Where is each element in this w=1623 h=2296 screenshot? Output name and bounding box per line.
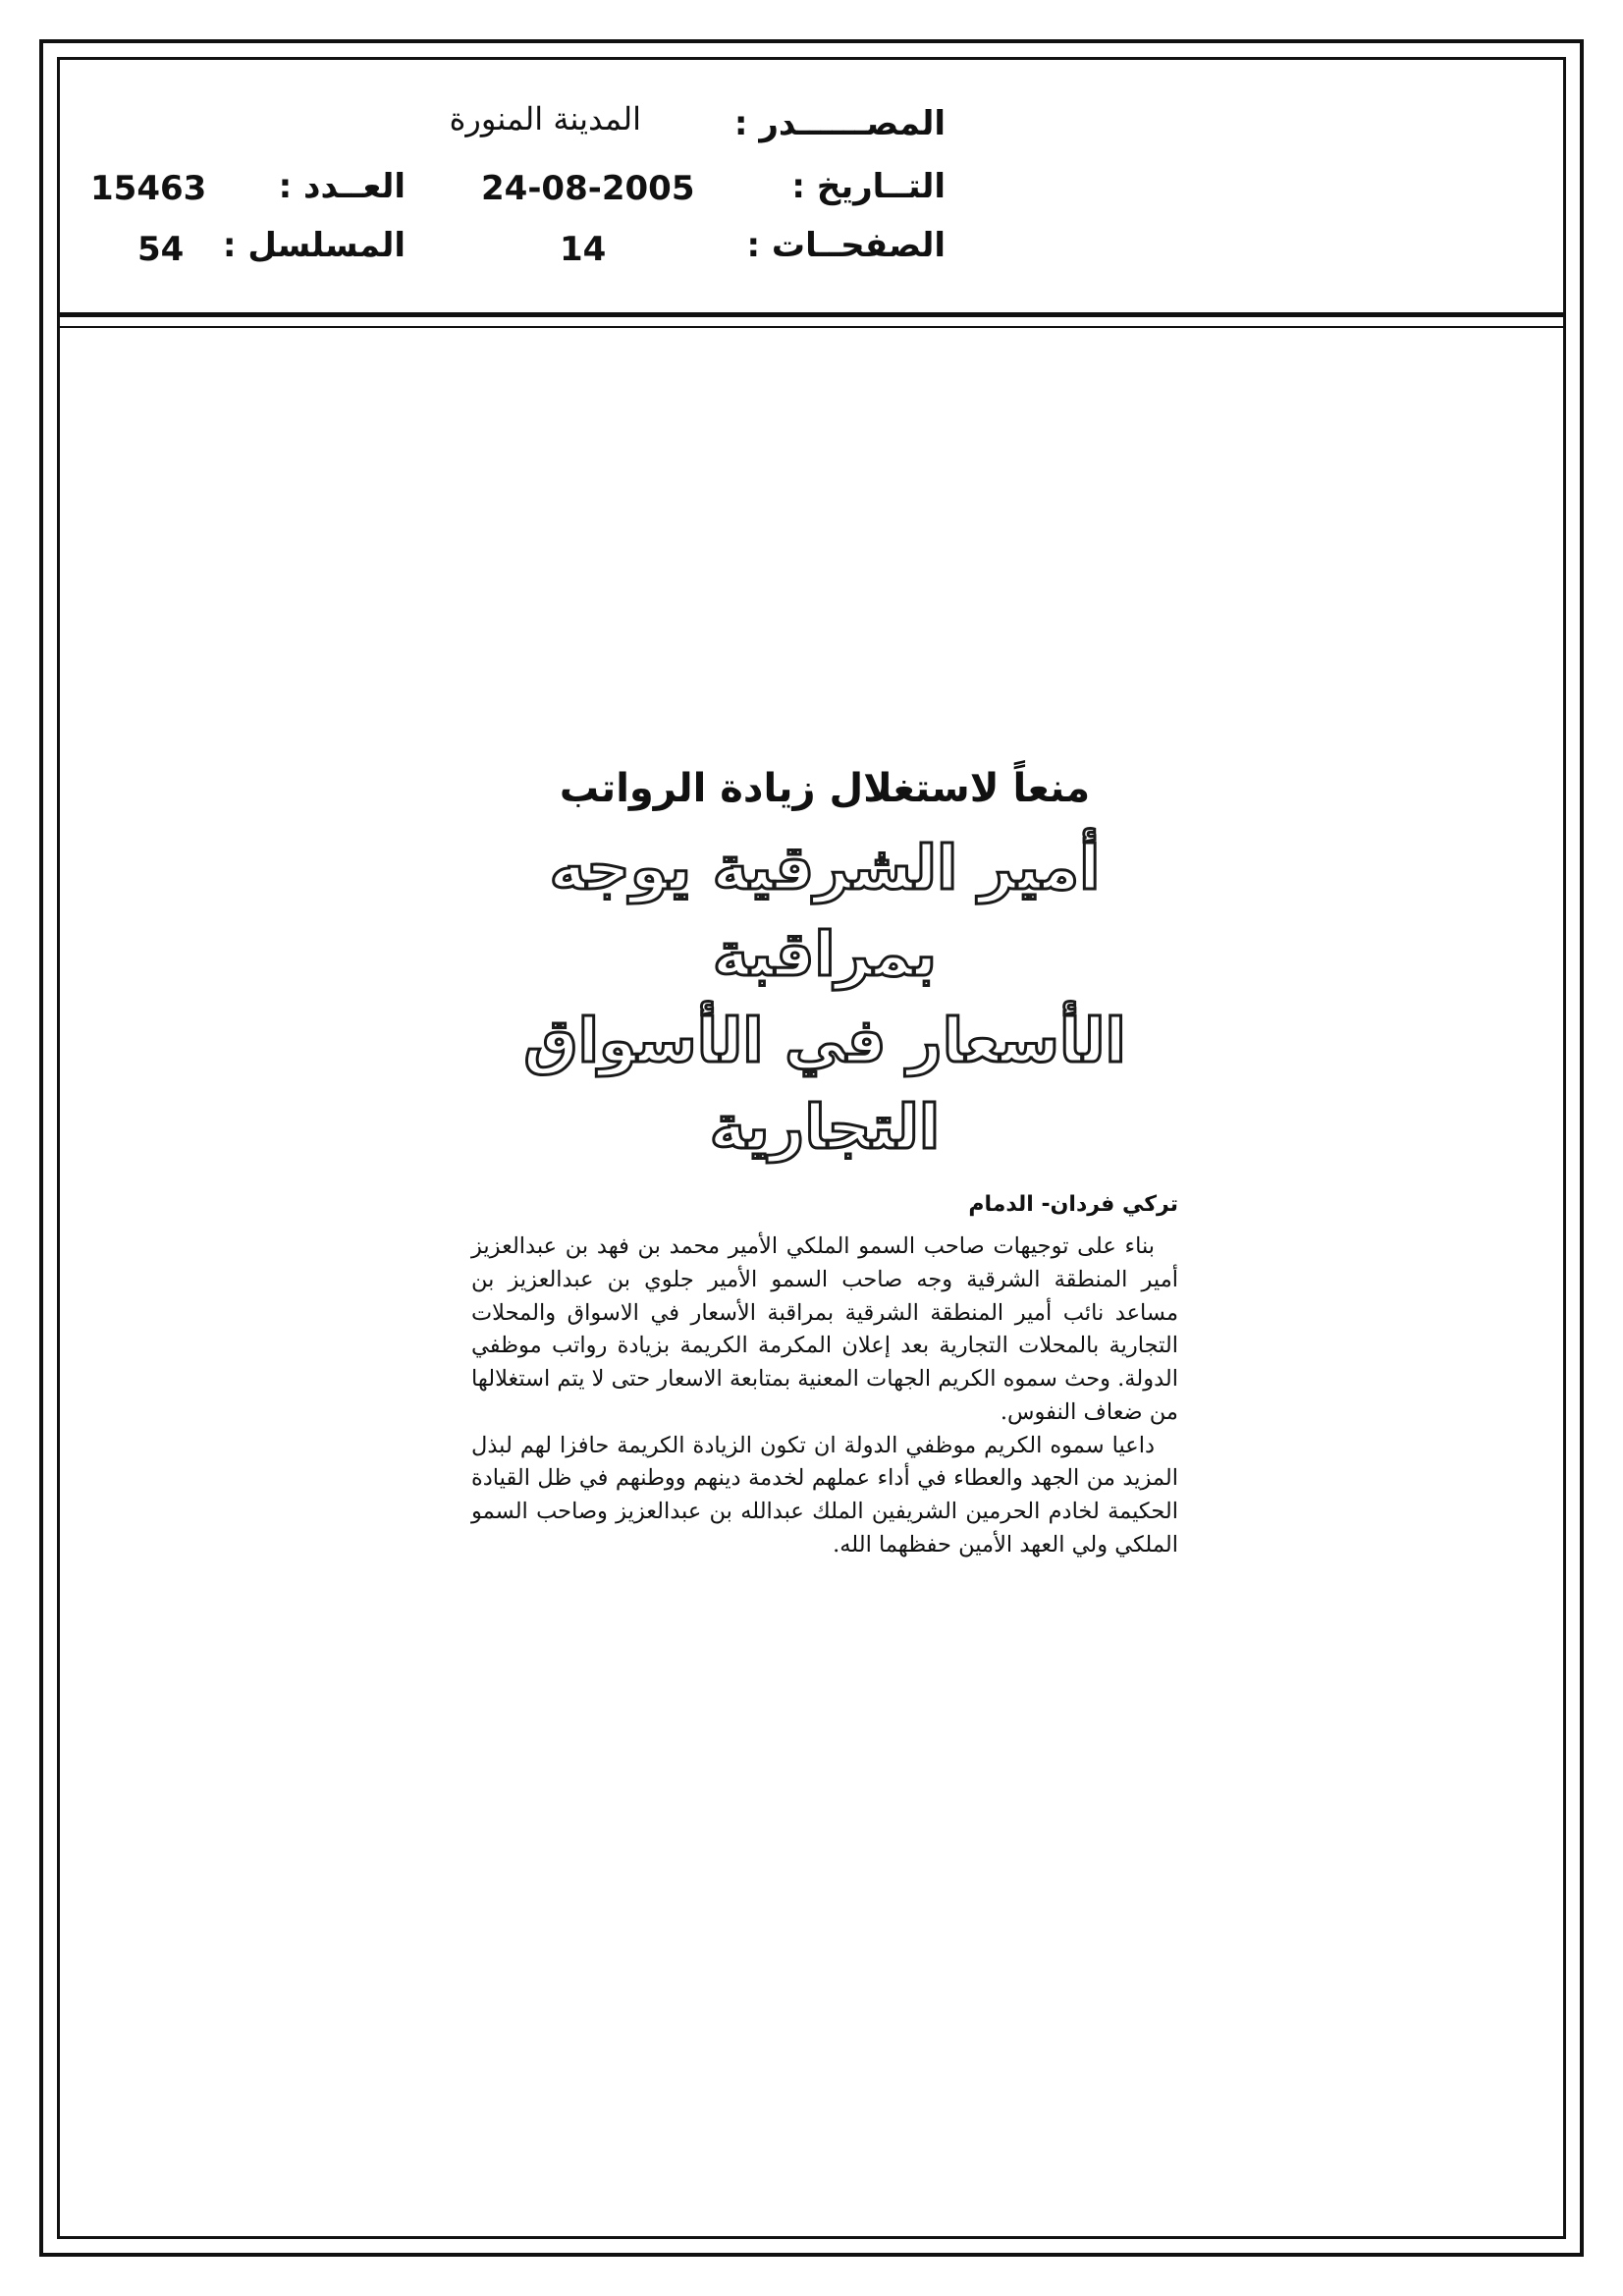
header-divider — [57, 312, 1566, 317]
news-clipping — [471, 766, 1178, 1562]
pages-label: الصفحــات : — [746, 226, 946, 265]
source-value: المدينة المنورة — [449, 100, 641, 137]
serial-value: 54 — [137, 230, 185, 269]
source-label: المصــــــدر : — [733, 104, 946, 143]
article-byline: تركي فردان- الدمام — [968, 1192, 1178, 1218]
pages-value: 14 — [560, 230, 607, 269]
article-paragraph-1: بناء على توجيهات صاحب السمو الملكي الأمير محمد بن فهد بن عبدالعزيز أمير المنطقة الشرقية وجه صاحب السمو الأمير جلوي بن عبدالعزيز بن مساعد نائب أمير المنطقة الشرقية بمراقبة الأسعار في الاسواق والمحلات التجارية بالمحلات التجارية بعد إعلان المكرمة الكريمة بزيادة رواتب موظفي الدولة. وحث سموه الكريم الجهات المعنية بمتابعة الاسعار حتى لا يتم استغلالها من ضعاف النفوس. — [471, 1233, 1178, 1425]
article-headline — [471, 825, 1178, 1171]
headline-line-1: أمير الشرقية يوجه بمراقبة — [549, 832, 1101, 991]
header-divider-thin — [57, 326, 1566, 328]
date-label: التــاريخ : — [791, 167, 946, 206]
serial-label: المسلسل : — [222, 226, 406, 265]
headline-line-2: الأسعار في الأسواق التجارية — [523, 1005, 1126, 1164]
issue-label: العــدد : — [278, 167, 406, 206]
article-body — [471, 1230, 1178, 1562]
article-paragraph-2: داعيا سموه الكريم موظفي الدولة ان تكون الزيادة الكريمة حافزا لهم لبذل المزيد من الجهد والعطاء في أداء عملهم لخدمة دينهم ووطنهم في ظل القيادة الحكيمة لخادم الحرمين الشريفين الملك عبدالله بن عبدالعزيز وصاحب السمو الملكي ولي العهد الأمين حفظهما الله. — [471, 1432, 1178, 1558]
issue-value: 15463 — [90, 169, 207, 208]
date-value: 24-08-2005 — [481, 169, 695, 208]
article-kicker: منعاً لاستغلال زيادة الرواتب — [559, 766, 1091, 811]
